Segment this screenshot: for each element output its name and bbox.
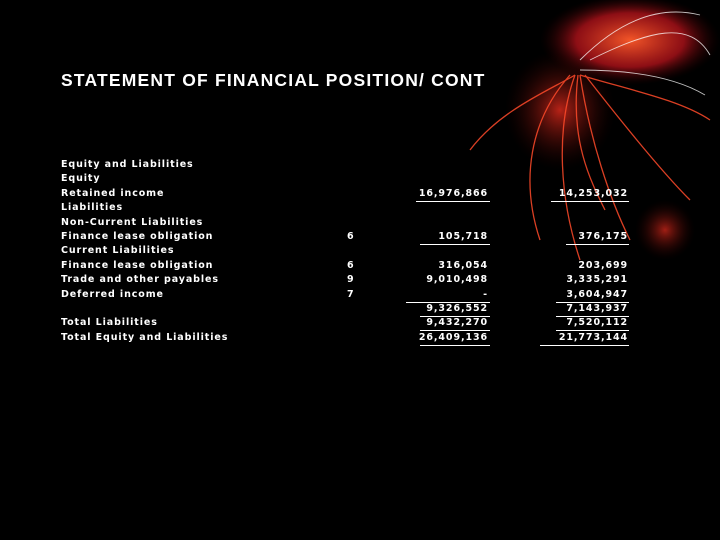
row-label: Total Equity and Liabilities	[61, 332, 229, 343]
table-row	[0, 216, 720, 230]
table-row	[0, 201, 720, 215]
value-prior-year: 7,143,937	[566, 303, 628, 314]
value-current-year: 16,976,866	[418, 188, 488, 199]
value-prior-year: 3,335,291	[566, 274, 628, 285]
note-ref: 9	[347, 274, 355, 285]
value-prior-year: 21,773,144	[558, 332, 628, 343]
page-title: STATEMENT OF FINANCIAL POSITION/ CONT	[61, 70, 486, 90]
value-current-year: 9,010,498	[426, 274, 488, 285]
value-current-year: 9,432,270	[426, 317, 488, 328]
row-label: Liabilities	[61, 202, 124, 213]
table-row	[0, 244, 720, 258]
table-row	[0, 273, 720, 287]
note-ref: 6	[347, 231, 355, 242]
note-ref: 6	[347, 260, 355, 271]
row-label: Trade and other payables	[61, 274, 219, 285]
value-prior-year: 203,699	[578, 260, 628, 271]
underline	[540, 345, 629, 346]
value-current-year: 26,409,136	[418, 332, 488, 343]
value-prior-year: 7,520,112	[566, 317, 628, 328]
row-label: Current Liabilities	[61, 245, 175, 256]
table-row	[0, 288, 720, 302]
table-row	[0, 331, 720, 345]
row-label: Finance lease obligation	[61, 260, 214, 271]
row-label: Equity	[61, 173, 101, 184]
value-current-year: 316,054	[438, 260, 488, 271]
table-row	[0, 316, 720, 330]
value-prior-year: 14,253,032	[558, 188, 628, 199]
row-label: Total Liabilities	[61, 317, 158, 328]
value-current-year: -	[483, 289, 488, 300]
value-prior-year: 376,175	[578, 231, 628, 242]
note-ref: 7	[347, 289, 355, 300]
row-label: Deferred income	[61, 289, 164, 300]
row-label: Non-Current Liabilities	[61, 217, 204, 228]
value-current-year: 9,326,552	[426, 303, 488, 314]
table-row	[0, 230, 720, 244]
row-label: Retained income	[61, 188, 165, 199]
table-row	[0, 302, 720, 316]
row-label: Finance lease obligation	[61, 231, 214, 242]
table-row	[0, 259, 720, 273]
table-row	[0, 172, 720, 186]
table-row	[0, 187, 720, 201]
row-label: Equity and Liabilities	[61, 159, 194, 170]
value-prior-year: 3,604,947	[566, 289, 628, 300]
value-current-year: 105,718	[438, 231, 488, 242]
underline	[420, 345, 490, 346]
table-row	[0, 158, 720, 172]
